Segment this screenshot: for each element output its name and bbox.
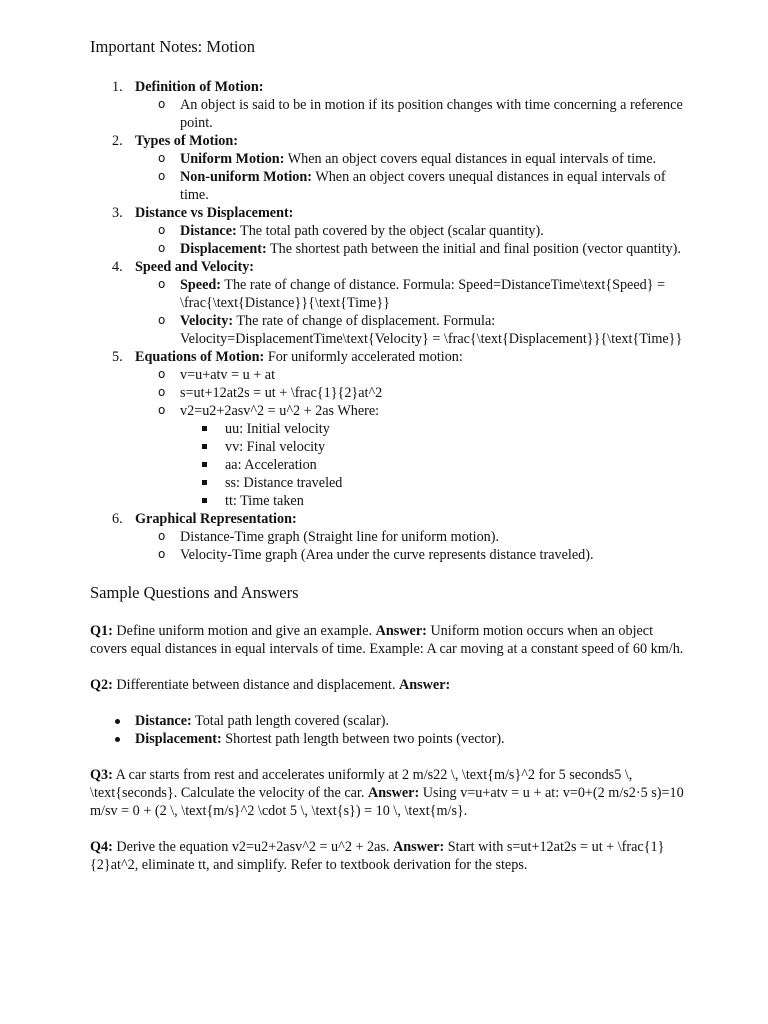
term-item	[180, 420, 690, 438]
question-1	[90, 622, 690, 658]
note-number: 1.	[112, 79, 123, 95]
circle-bullet-icon: o	[158, 97, 166, 111]
circle-bullet-icon: o	[158, 547, 166, 561]
note-number: 2.	[112, 133, 123, 149]
sub-item	[135, 168, 690, 204]
sub-item-text: Velocity-Time graph (Area under the curve represents distance traveled).	[180, 547, 594, 563]
answer-bullet-term: Displacement:	[135, 731, 222, 747]
sub-item-text: When an object covers unequal distances in equal intervals of time.	[180, 169, 666, 203]
term-text: vv: Final velocity	[225, 439, 326, 455]
answer-bullet	[90, 730, 690, 748]
answer-label: Answer:	[367, 785, 420, 801]
sub-item	[135, 150, 690, 168]
square-bullet-icon	[202, 444, 207, 449]
note-heading-suffix: For uniformly accelerated motion:	[264, 349, 463, 365]
question-text: A car starts from rest and accelerates uniformly at 2 m/s22 \, \text{m/s}^2 for 5 seconds5 \, \text{seconds}. Calculate the velocity of the car.	[90, 767, 633, 801]
sub-item	[135, 240, 690, 258]
term-text: tt: Time taken	[225, 493, 304, 509]
question-label: Q2:	[90, 677, 113, 693]
sub-item-text: When an object covers equal distances in equal intervals of time.	[284, 151, 657, 167]
note-item	[90, 258, 690, 348]
note-number: 5.	[112, 349, 123, 365]
sub-item-term: Speed:	[180, 277, 221, 293]
circle-bullet-icon: o	[158, 529, 166, 543]
question-text: Differentiate between distance and displacement.	[112, 677, 399, 693]
note-number: 6.	[112, 511, 123, 527]
question-2	[90, 676, 690, 694]
note-item	[90, 348, 690, 510]
square-bullet-icon	[202, 498, 207, 503]
sub-item-term: Non-uniform Motion:	[180, 169, 313, 185]
note-heading: Equations of Motion:	[135, 349, 265, 365]
term-text: uu: Initial velocity	[225, 421, 330, 437]
answer-bullets	[90, 712, 690, 748]
sub-item-term: Distance:	[180, 223, 237, 239]
qa-section-title: Sample Questions and Answers	[90, 583, 299, 602]
sub-item	[135, 546, 690, 564]
square-bullet-icon	[202, 426, 207, 431]
note-item	[90, 132, 690, 204]
answer-text: Using v=u+atv = u + at: v=0+(2 m/s2·5 s)=10 m/sv = 0 + (2 \, \text{m/s}^2 \cdot 5 \, \text{s}) = 10 \, \text{m/s}.	[90, 785, 684, 819]
sub-item-text: v=u+atv = u + at	[180, 367, 276, 383]
sub-item-term: Uniform Motion:	[180, 151, 285, 167]
sub-item	[135, 222, 690, 240]
question-label: Q4:	[90, 839, 113, 855]
sub-item	[135, 528, 690, 546]
circle-bullet-icon: o	[158, 313, 166, 327]
term-text: ss: Distance traveled	[225, 475, 343, 491]
note-heading: Types of Motion:	[135, 133, 238, 149]
sub-item	[135, 402, 690, 510]
sub-item-text: The total path covered by the object (scalar quantity).	[236, 223, 544, 239]
answer-label: Answer:	[399, 677, 451, 693]
sub-item-text: The shortest path between the initial and final position (vector quantity).	[266, 241, 681, 257]
term-item	[180, 456, 690, 474]
term-item	[180, 438, 690, 456]
sub-item	[135, 96, 690, 132]
question-label: Q3:	[90, 767, 113, 783]
note-heading: Graphical Representation:	[135, 511, 297, 527]
circle-bullet-icon: o	[158, 169, 166, 183]
question-4	[90, 838, 690, 874]
note-number: 3.	[112, 205, 123, 221]
answer-label: Answer:	[375, 623, 427, 639]
square-bullet-icon	[202, 480, 207, 485]
question-3	[90, 766, 690, 820]
circle-bullet-icon: o	[158, 277, 166, 291]
sub-item-text: An object is said to be in motion if its position changes with time concerning a reference point.	[180, 97, 683, 131]
question-text: Derive the equation v2=u2+2asv^2 = u^2 + 2as.	[112, 839, 394, 855]
note-heading: Speed and Velocity:	[135, 259, 255, 275]
note-heading: Distance vs Displacement:	[135, 205, 294, 221]
note-heading: Definition of Motion:	[135, 79, 264, 95]
answer-label: Answer:	[393, 839, 445, 855]
circle-bullet-icon: o	[158, 241, 166, 255]
circle-bullet-icon: o	[158, 223, 166, 237]
sub-item-term: Displacement:	[180, 241, 267, 257]
circle-bullet-icon: o	[158, 403, 166, 417]
answer-bullet-text: Total path length covered (scalar).	[191, 713, 390, 729]
sub-item	[135, 312, 690, 348]
square-bullet-icon	[202, 462, 207, 467]
answer-bullet-text: Shortest path length between two points (vector).	[221, 731, 505, 747]
note-item	[90, 510, 690, 564]
bullet-dot-icon	[115, 737, 120, 742]
sub-item	[135, 276, 690, 312]
sub-item-text: The rate of change of displacement. Formula: Velocity=DisplacementTime\text{Velocity} = \frac{\text{Displacement}}{\text{Time}}	[180, 313, 683, 347]
sub-item-text: s=ut+12at2s = ut + \frac{1}{2}at^2	[180, 385, 383, 401]
note-number: 4.	[112, 259, 123, 275]
page-title: Important Notes: Motion	[90, 37, 255, 56]
question-label: Q1:	[90, 623, 113, 639]
answer-bullet-term: Distance:	[135, 713, 192, 729]
circle-bullet-icon: o	[158, 367, 166, 381]
question-text: Define uniform motion and give an example.	[112, 623, 376, 639]
answer-bullet	[90, 712, 690, 730]
note-item	[90, 78, 690, 132]
sub-item-term: Velocity:	[180, 313, 234, 329]
bullet-dot-icon	[115, 719, 120, 724]
answer-text: Uniform motion occurs when an object covers equal distances in equal intervals of time. Example: A car moving at a constant speed of 60 km/h.	[90, 623, 684, 657]
term-item	[180, 492, 690, 510]
sub-item-text: The rate of change of distance. Formula: Speed=DistanceTime\text{Speed} = \frac{\text{Distance}}{\text{Time}}	[180, 277, 666, 311]
term-text: aa: Acceleration	[225, 457, 317, 473]
sub-item	[135, 366, 690, 384]
sub-item-text: v2=u2+2asv^2 = u^2 + 2as Where:	[180, 403, 380, 419]
answer-text: Start with s=ut+12at2s = ut + \frac{1}{2}at^2, eliminate tt, and simplify. Refer to textbook derivation for the steps.	[90, 839, 665, 873]
circle-bullet-icon: o	[158, 385, 166, 399]
term-item	[180, 474, 690, 492]
note-item	[90, 204, 690, 258]
document-page	[90, 36, 690, 892]
notes-list	[90, 78, 690, 564]
sub-item	[135, 384, 690, 402]
sub-item-text: Distance-Time graph (Straight line for uniform motion).	[180, 529, 500, 545]
circle-bullet-icon: o	[158, 151, 166, 165]
